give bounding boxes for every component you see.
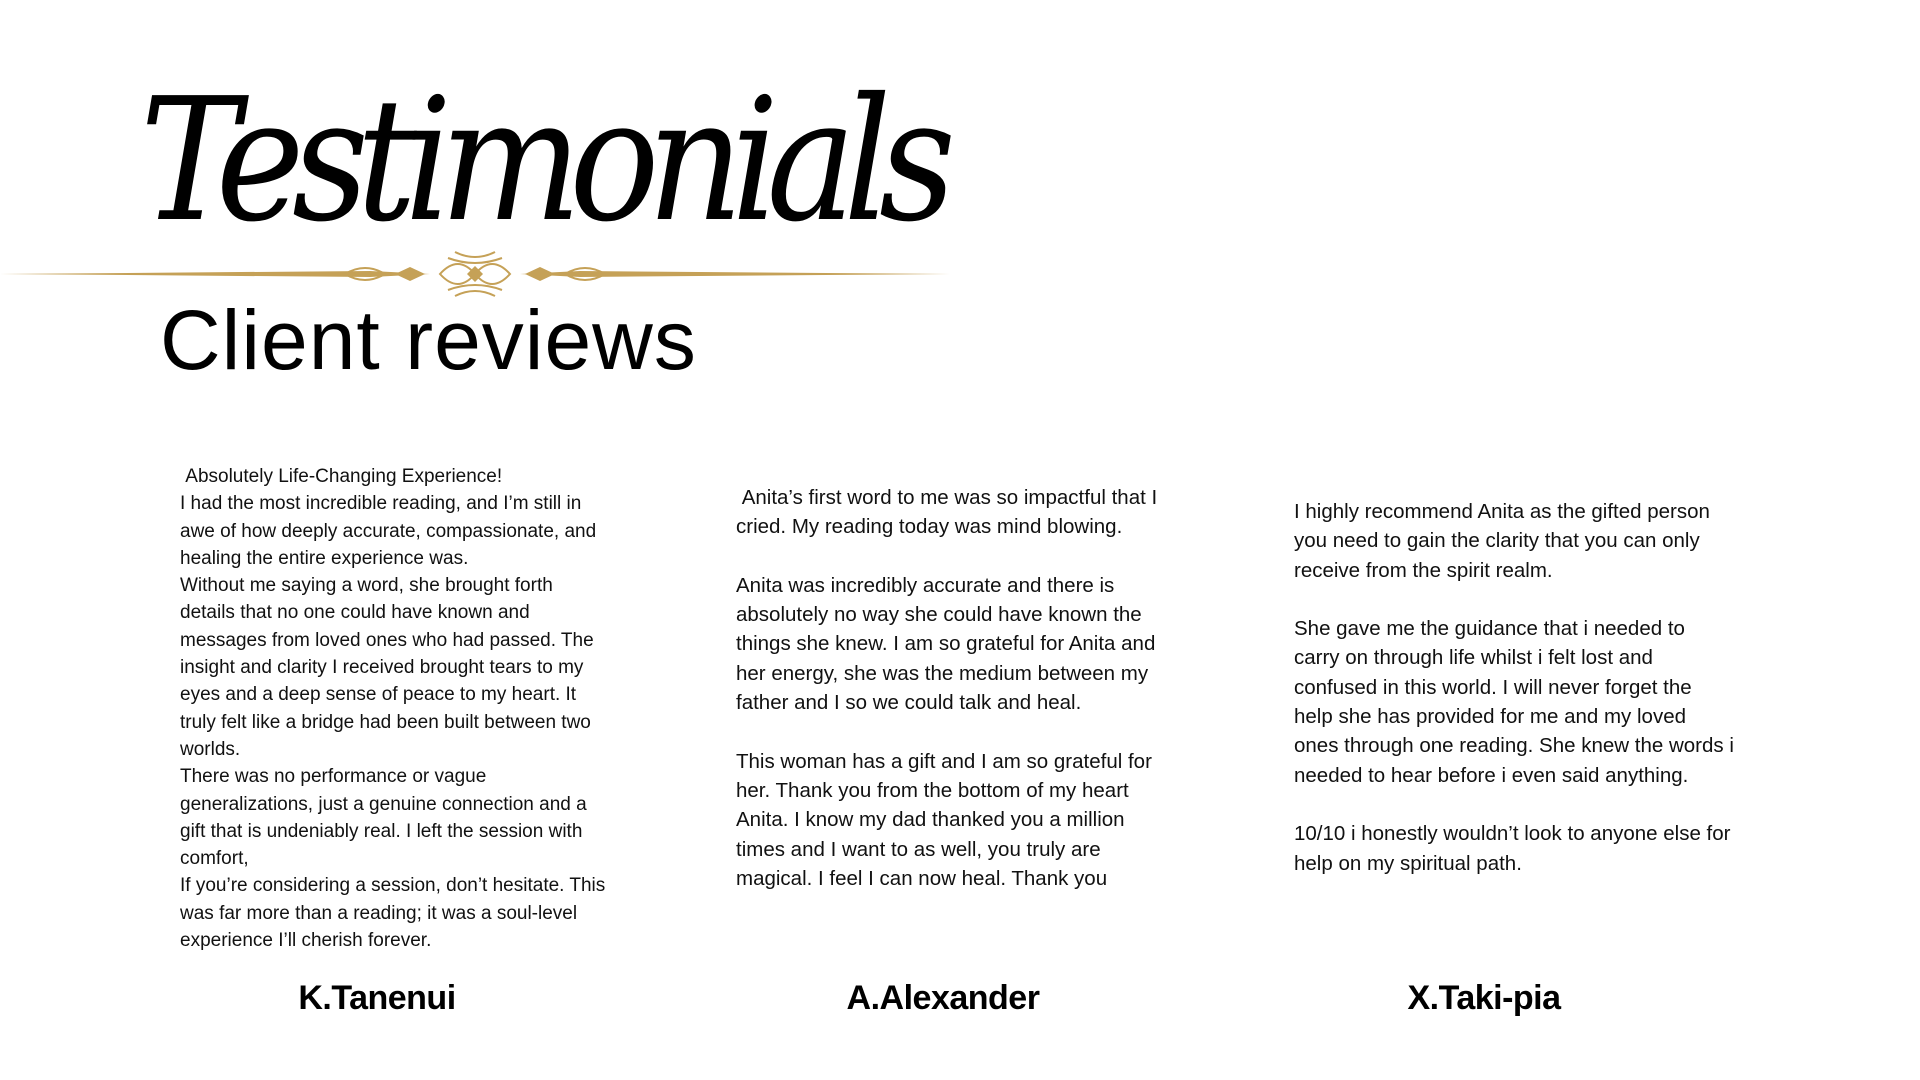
- review-card: [736, 483, 1176, 893]
- review-text: Absolutely Life-Changing Experience! I had the most incredible reading, and I’m still in awe of how deeply accurate, compassionate, and healing the entire experience was. Without me saying a word, she brought forth details that no one could have known and messages from loved ones who had passed. The insight and clarity I received brought tears to my eyes and a deep sense of peace to my heart. It truly felt like a bridge had been built between two worlds. There was no performance or vague generalizations, just a genuine connection and a gift that is undeniably real. I left the session with comfort, If you’re considering a session, don’t hesitate. This was far more than a reading; it was a soul-level experience I’ll cherish forever.: [180, 466, 606, 952]
- page-subtitle: Client reviews: [160, 293, 697, 387]
- review-text: Anita’s first word to me was so impactful that I cried. My reading today was mind blowing. Anita was incredibly accurate and there is absolutely no way she could have known the things she knew. I am so grateful for Anita and her energy, she was the medium between my father and I so we could talk and heal. This woman has a gift and I am so grateful for her. Thank you from the bottom of my heart Anita. I know my dad thanked you a million times and I want to as well, you truly are magical. I feel I can now heal. Thank you: [736, 486, 1158, 890]
- review-card: [180, 463, 620, 954]
- review-card: [1294, 497, 1734, 878]
- page-title: Testimonials: [140, 62, 944, 260]
- review-text: I highly recommend Anita as the gifted person you need to gain the clarity that you can only receive from the spirit realm. She gave me the guidance that i needed to carry on through life whilst i felt lost and confused in this world. I will never forget the help she has provided for me and my loved ones through one reading. She knew the words i needed to hear before i even said anything. 10/10 i honestly wouldn’t look to anyone else for help on my spiritual path.: [1294, 500, 1734, 875]
- review-author: A.Alexander: [846, 979, 1040, 1017]
- review-author: X.Taki-pia: [1407, 979, 1561, 1017]
- review-author: K.Tanenui: [298, 979, 456, 1017]
